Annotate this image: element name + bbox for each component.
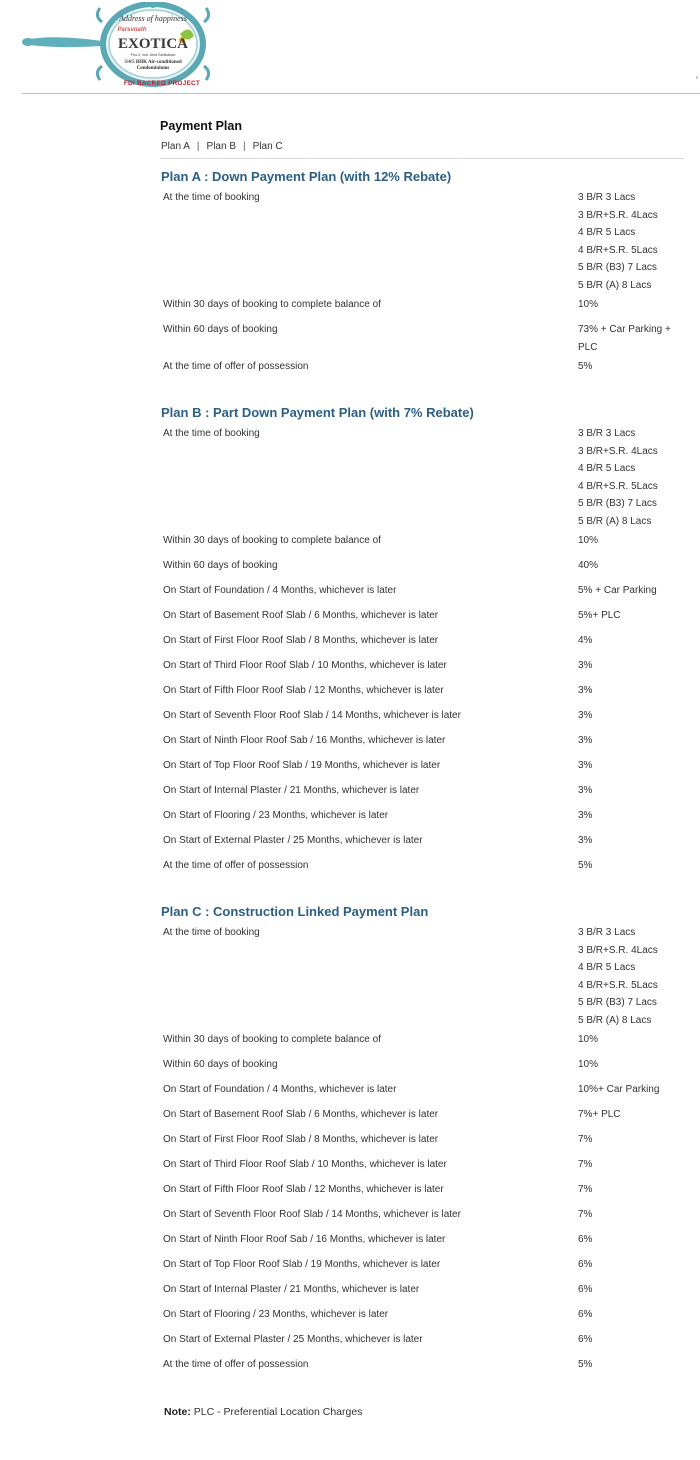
- payment-cell: [575, 1254, 684, 1279]
- payment-value: 5 B/R (A) 8 Lacs: [578, 1014, 652, 1026]
- fdi-badge: FDI BACKED PROJECT: [123, 80, 201, 87]
- stage-cell: On Start of Seventh Floor Roof Slab / 14 Months, whichever is later: [163, 1209, 461, 1220]
- payment-cell: [575, 1054, 684, 1079]
- table-row: [160, 1204, 684, 1229]
- table-row: [160, 1304, 684, 1329]
- stage-cell: On Start of Fifth Floor Roof Slab / 12 Months, whichever is later: [163, 685, 444, 696]
- stage-cell: At the time of offer of possession: [163, 860, 309, 871]
- edge-mark: [696, 76, 698, 79]
- stage-cell: On Start of First Floor Roof Slab / 8 Months, whichever is later: [163, 635, 439, 646]
- table-row: [160, 294, 684, 319]
- payment-value: 7%: [578, 1184, 593, 1195]
- plan-a-table: [160, 187, 684, 381]
- plan-b-section: [160, 403, 684, 880]
- stage-cell: On Start of Fifth Floor Roof Slab / 12 Months, whichever is later: [163, 1184, 444, 1195]
- payment-value: 4 B/R+S.R. 5Lacs: [578, 244, 658, 256]
- stage-cell: On Start of Flooring / 23 Months, whichever is later: [163, 1309, 389, 1320]
- payment-value: 6%: [578, 1334, 593, 1345]
- table-row: [160, 680, 684, 705]
- site-header: [0, 0, 700, 95]
- payment-value: 3%: [578, 835, 593, 846]
- table-row: [160, 805, 684, 830]
- payment-cell: [575, 1279, 684, 1304]
- logo-tagline: Address of happiness: [119, 14, 187, 23]
- payment-value: 4 B/R 5 Lacs: [578, 962, 636, 973]
- payment-value: 5 B/R (B3) 7 Lacs: [578, 997, 657, 1008]
- payment-value: 3 B/R+S.R. 4Lacs: [578, 209, 658, 221]
- payment-value: 5%: [578, 361, 593, 372]
- payment-value: 5%: [578, 860, 593, 871]
- payment-value: 7%+ PLC: [578, 1109, 621, 1120]
- table-row: [160, 1329, 684, 1354]
- stage-cell: On Start of Foundation / 4 Months, whichever is later: [163, 1084, 397, 1095]
- payment-value: 40%: [578, 560, 599, 571]
- stage-cell: On Start of Ninth Floor Roof Sab / 16 Months, whichever is later: [163, 735, 446, 746]
- table-row: [160, 630, 684, 655]
- payment-value: 10%+ Car Parking: [578, 1084, 660, 1095]
- stage-cell: On Start of External Plaster / 25 Months, whichever is later: [163, 835, 423, 846]
- table-row: [160, 730, 684, 755]
- table-row: [160, 1029, 684, 1054]
- table-row: [160, 605, 684, 630]
- stage-cell: On Start of Ninth Floor Roof Sab / 16 Months, whichever is later: [163, 1234, 446, 1245]
- note-text: PLC - Preferential Location Charges: [190, 1406, 363, 1418]
- table-row: [160, 780, 684, 805]
- stage-cell: On Start of Internal Plaster / 21 Months, whichever is later: [163, 785, 420, 796]
- payment-value: 6%: [578, 1259, 593, 1270]
- table-row: [160, 530, 684, 555]
- payment-cell: [575, 705, 684, 730]
- table-row: [160, 655, 684, 680]
- logo-brand: EXOTICA: [117, 36, 189, 52]
- plan-c-title: Plan C : Construction Linked Payment Plan: [161, 904, 429, 919]
- stage-cell: At the time of booking: [163, 927, 260, 938]
- payment-cell: [575, 830, 684, 855]
- payment-value: 3 B/R+S.R. 4Lacs: [578, 944, 658, 956]
- payment-cell: [575, 423, 684, 530]
- payment-value: 10%: [578, 1059, 599, 1070]
- stage-cell: On Start of Foundation / 4 Months, whichever is later: [163, 585, 397, 596]
- payment-value: 73% + Car Parking + PLC: [578, 324, 671, 353]
- table-row: [160, 319, 684, 356]
- payment-cell: [575, 555, 684, 580]
- exotica-logo[interactable]: [22, 2, 244, 90]
- table-row: [160, 755, 684, 780]
- plan-a-title: Plan A : Down Payment Plan (with 12% Rebate): [161, 169, 452, 184]
- table-row: [160, 705, 684, 730]
- stage-cell: Within 30 days of booking to complete balance of: [163, 1034, 381, 1045]
- footer-note: [164, 1406, 362, 1418]
- table-row: [160, 1154, 684, 1179]
- stage-cell: On Start of Flooring / 23 Months, whichever is later: [163, 810, 389, 821]
- plan-b-title: Plan B : Part Down Payment Plan (with 7% Rebate): [161, 405, 474, 420]
- payment-value: 6%: [578, 1284, 593, 1295]
- payment-cell: [575, 294, 684, 319]
- payment-cell: [575, 187, 684, 294]
- table-row: [160, 1179, 684, 1204]
- payment-cell: [575, 1354, 684, 1379]
- payment-cell: [575, 580, 684, 605]
- payment-cell: [575, 1179, 684, 1204]
- payment-cell: [575, 1154, 684, 1179]
- table-row: [160, 1279, 684, 1304]
- stage-cell: Within 60 days of booking: [163, 324, 278, 335]
- mirror-logo-icon: [22, 2, 244, 90]
- stage-cell: On Start of Top Floor Roof Slab / 19 Months, whichever is later: [163, 760, 441, 771]
- stage-cell: At the time of booking: [163, 428, 260, 439]
- payment-cell: [575, 1204, 684, 1229]
- payment-cell: [575, 1329, 684, 1354]
- payment-value: 10%: [578, 299, 599, 310]
- payment-cell: [575, 605, 684, 630]
- payment-value: 3%: [578, 760, 593, 771]
- stage-cell: Within 30 days of booking to complete balance of: [163, 535, 381, 546]
- payment-value: 3%: [578, 710, 593, 721]
- payment-cell: [575, 855, 684, 880]
- payment-value: 4%: [578, 635, 593, 646]
- table-row: [160, 1079, 684, 1104]
- table-row: [160, 830, 684, 855]
- payment-value: 5 B/R (A) 8 Lacs: [578, 279, 652, 291]
- stage-cell: At the time of booking: [163, 192, 260, 203]
- payment-plan-content: [160, 118, 684, 1401]
- logo-subline-3: Condominiums: [136, 66, 170, 71]
- payment-cell: [575, 1079, 684, 1104]
- payment-value: 4 B/R 5 Lacs: [578, 227, 636, 238]
- payment-value: 3 B/R 3 Lacs: [578, 192, 636, 203]
- payment-value: 5% + Car Parking: [578, 585, 657, 596]
- stage-cell: Within 60 days of booking: [163, 1059, 278, 1070]
- payment-cell: [575, 1304, 684, 1329]
- payment-value: 3%: [578, 810, 593, 821]
- payment-cell: [575, 780, 684, 805]
- stage-cell: Within 30 days of booking to complete balance of: [163, 299, 381, 310]
- plan-nav: [160, 138, 684, 156]
- payment-value: 3%: [578, 685, 593, 696]
- table-row: [160, 423, 684, 530]
- payment-value: 5%+ PLC: [578, 610, 621, 621]
- stage-cell: On Start of Basement Roof Slab / 6 Months, whichever is later: [163, 1109, 439, 1120]
- payment-value: 3 B/R 3 Lacs: [578, 428, 636, 439]
- stage-cell: At the time of offer of possession: [163, 361, 309, 372]
- payment-value: 5 B/R (A) 8 Lacs: [578, 515, 652, 527]
- table-row: [160, 555, 684, 580]
- payment-cell: [575, 680, 684, 705]
- table-row: [160, 1054, 684, 1079]
- logo-brand-small: Parsvnath: [117, 27, 147, 33]
- table-row: [160, 1354, 684, 1379]
- header-divider: [22, 93, 700, 94]
- payment-value: 6%: [578, 1234, 593, 1245]
- table-row: [160, 1229, 684, 1254]
- payment-cell: [575, 356, 684, 381]
- nav-separator: |: [243, 141, 246, 152]
- nav-plan-b[interactable]: Plan B: [206, 141, 236, 152]
- stage-cell: On Start of Basement Roof Slab / 6 Months, whichever is later: [163, 610, 439, 621]
- nav-divider: [160, 158, 684, 159]
- table-row: [160, 855, 684, 880]
- table-row: [160, 580, 684, 605]
- payment-value: 4 B/R 5 Lacs: [578, 463, 636, 474]
- payment-cell: [575, 655, 684, 680]
- payment-value: 3%: [578, 660, 593, 671]
- plan-c-table: [160, 922, 684, 1379]
- logo-subline-1: Plot-3, Indl. Area Sahibabad: [130, 53, 176, 57]
- table-row: [160, 1104, 684, 1129]
- stage-cell: On Start of External Plaster / 25 Months, whichever is later: [163, 1334, 423, 1345]
- table-row: [160, 356, 684, 381]
- payment-value: 3%: [578, 785, 593, 796]
- payment-value: 7%: [578, 1209, 593, 1220]
- stage-cell: On Start of Top Floor Roof Slab / 19 Months, whichever is later: [163, 1259, 441, 1270]
- payment-cell: [575, 922, 684, 1029]
- stage-cell: Within 60 days of booking: [163, 560, 278, 571]
- payment-cell: [575, 805, 684, 830]
- payment-value: 4 B/R+S.R. 5Lacs: [578, 979, 658, 991]
- nav-plan-a[interactable]: Plan A: [161, 141, 190, 152]
- page-title: Payment Plan: [160, 119, 242, 133]
- payment-value: 10%: [578, 1034, 599, 1045]
- payment-cell: [575, 1029, 684, 1054]
- payment-value: 4 B/R+S.R. 5Lacs: [578, 480, 658, 492]
- payment-cell: [575, 730, 684, 755]
- stage-cell: On Start of Seventh Floor Roof Slab / 14 Months, whichever is later: [163, 710, 461, 721]
- stage-cell: At the time of offer of possession: [163, 1359, 309, 1370]
- plans-container: [160, 167, 684, 1379]
- payment-cell: [575, 1229, 684, 1254]
- payment-value: 3%: [578, 735, 593, 746]
- payment-cell: [575, 1129, 684, 1154]
- payment-value: 5%: [578, 1359, 593, 1370]
- logo-subline-2: 3/4/5 BHK Air-conditioned: [124, 60, 182, 65]
- payment-value: 7%: [578, 1159, 593, 1170]
- payment-cell: [575, 755, 684, 780]
- payment-value: 10%: [578, 535, 599, 546]
- table-row: [160, 187, 684, 294]
- payment-value: 5 B/R (B3) 7 Lacs: [578, 498, 657, 509]
- note-label: Note:: [164, 1406, 191, 1418]
- plan-a-section: [160, 167, 684, 381]
- payment-cell: [575, 530, 684, 555]
- payment-cell: [575, 630, 684, 655]
- payment-cell: [575, 319, 684, 356]
- stage-cell: On Start of Third Floor Roof Slab / 10 Months, whichever is later: [163, 660, 447, 671]
- payment-value: 6%: [578, 1309, 593, 1320]
- table-row: [160, 1254, 684, 1279]
- stage-cell: On Start of First Floor Roof Slab / 8 Months, whichever is later: [163, 1134, 439, 1145]
- plan-c-section: [160, 902, 684, 1379]
- payment-value: 3 B/R+S.R. 4Lacs: [578, 445, 658, 457]
- payment-value: 3 B/R 3 Lacs: [578, 927, 636, 938]
- stage-cell: On Start of Internal Plaster / 21 Months, whichever is later: [163, 1284, 420, 1295]
- nav-separator: |: [196, 141, 200, 152]
- payment-value: 7%: [578, 1134, 593, 1145]
- table-row: [160, 1129, 684, 1154]
- payment-value: 5 B/R (B3) 7 Lacs: [578, 262, 657, 273]
- payment-cell: [575, 1104, 684, 1129]
- table-row: [160, 922, 684, 1029]
- stage-cell: On Start of Third Floor Roof Slab / 10 Months, whichever is later: [163, 1159, 447, 1170]
- nav-plan-c[interactable]: Plan C: [252, 141, 283, 152]
- plan-b-table: [160, 423, 684, 880]
